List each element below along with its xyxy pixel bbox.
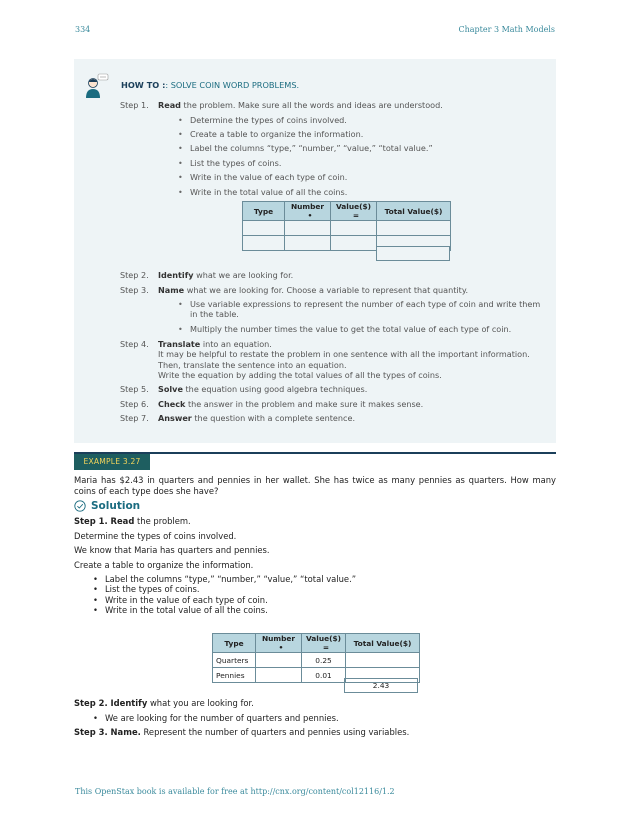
list-item: • Write in the total value of all the coins. (105, 605, 268, 615)
paragraph: We know that Maria has quarters and pennies. (74, 545, 270, 555)
howto-total-cell (376, 246, 450, 261)
list-item: • Determine the types of coins involved. (190, 115, 347, 125)
example-problem: Maria has $2.43 in quarters and pennies in her wallet. She has twice as many pennies as quarters. How many coins of each type does she have? (74, 475, 556, 497)
paragraph: Determine the types of coins involved. (74, 531, 237, 541)
page-number: 334 (75, 25, 91, 34)
table-row: Quarters 0.25 (213, 653, 420, 668)
list-item: • Multiply the number times the value to get the total value of each type of coin. (190, 324, 511, 334)
list-item: • Use variable expressions to represent the number of each type of coin and write them (190, 299, 540, 309)
person-icon (83, 73, 109, 99)
list-item: • List the types of coins. (190, 158, 281, 168)
how-to-title: HOW TO :: SOLVE COIN WORD PROBLEMS. (121, 80, 300, 90)
list-item: • Label the columns “type,” “number,” “value,” “total value.” (105, 574, 356, 584)
checkmark-circle-icon (74, 500, 86, 512)
list-item: • List the types of coins. (105, 584, 200, 594)
table-row: Pennies 0.01 (213, 668, 420, 683)
list-item: • We are looking for the number of quarters and pennies. (105, 713, 339, 723)
list-item: • Write in the value of each type of coin. (190, 172, 347, 182)
list-item: • Write in the total value of all the coins. (190, 187, 347, 197)
grand-total-cell: 2.43 (344, 678, 418, 693)
solution-step-3: Step 3. Name. Represent the number of quarters and pennies using variables. (74, 727, 410, 737)
list-item: • Label the columns “type,” “number,” “value,” “total value.” (190, 143, 433, 153)
howto-coin-table: Type Number• Value($)= Total Value($) (242, 201, 451, 251)
chapter-title: Chapter 3 Math Models (458, 25, 555, 34)
page-header (75, 25, 555, 37)
solution-step-1: Step 1. Read the problem. (74, 516, 191, 526)
list-item-continued: in the table. (190, 309, 239, 319)
solution-step-2: Step 2. Identify what you are looking for. (74, 698, 254, 708)
example-coin-table: Type Number• Value($)= Total Value($) Quarters 0.25 Pennies 0.01 (212, 633, 420, 683)
how-to-box: HOW TO :: SOLVE COIN WORD PROBLEMS. Step 1. Read the problem. Make sure all the words and ideas are understood. • Determine the types of coins involved. • Create a table to organize the information. • Label the columns “type,” “number,” “value,” “total value.” • List the types of coins. • Write in the value of each type of coin. • Write in the total value of all the coins. Type Number• Value($)= Total Value($) Step 2. Identify what we are looking for. Step 3. Name what we are looking for. Choose a variable to represent that quantity. • Use variable expressions to represent the number of each type of coin and write them in the table. • Multiply the number times the value to get the total value of each type of coin. Step 4. Translate into an equation. It may be helpful to restate the problem in one sentence with all the important information. Then, translate the sentence into an equation. Write the equation by adding the total values of all the types of coins. Step 5. Solve the equation using good algebra techniques. Step 6. Check the answer in the problem and make sure it makes sense. Step 7. Answer the question with a complete sentence. (74, 59, 556, 443)
list-item: • Create a table to organize the information. (190, 129, 363, 139)
example-tag: EXAMPLE 3.27 (74, 454, 150, 470)
footer-text: This OpenStax book is available for free at http://cnx.org/content/col12116/1.2 (75, 787, 395, 796)
paragraph: Create a table to organize the information. (74, 560, 254, 570)
list-item: • Write in the value of each type of coin. (105, 595, 268, 605)
